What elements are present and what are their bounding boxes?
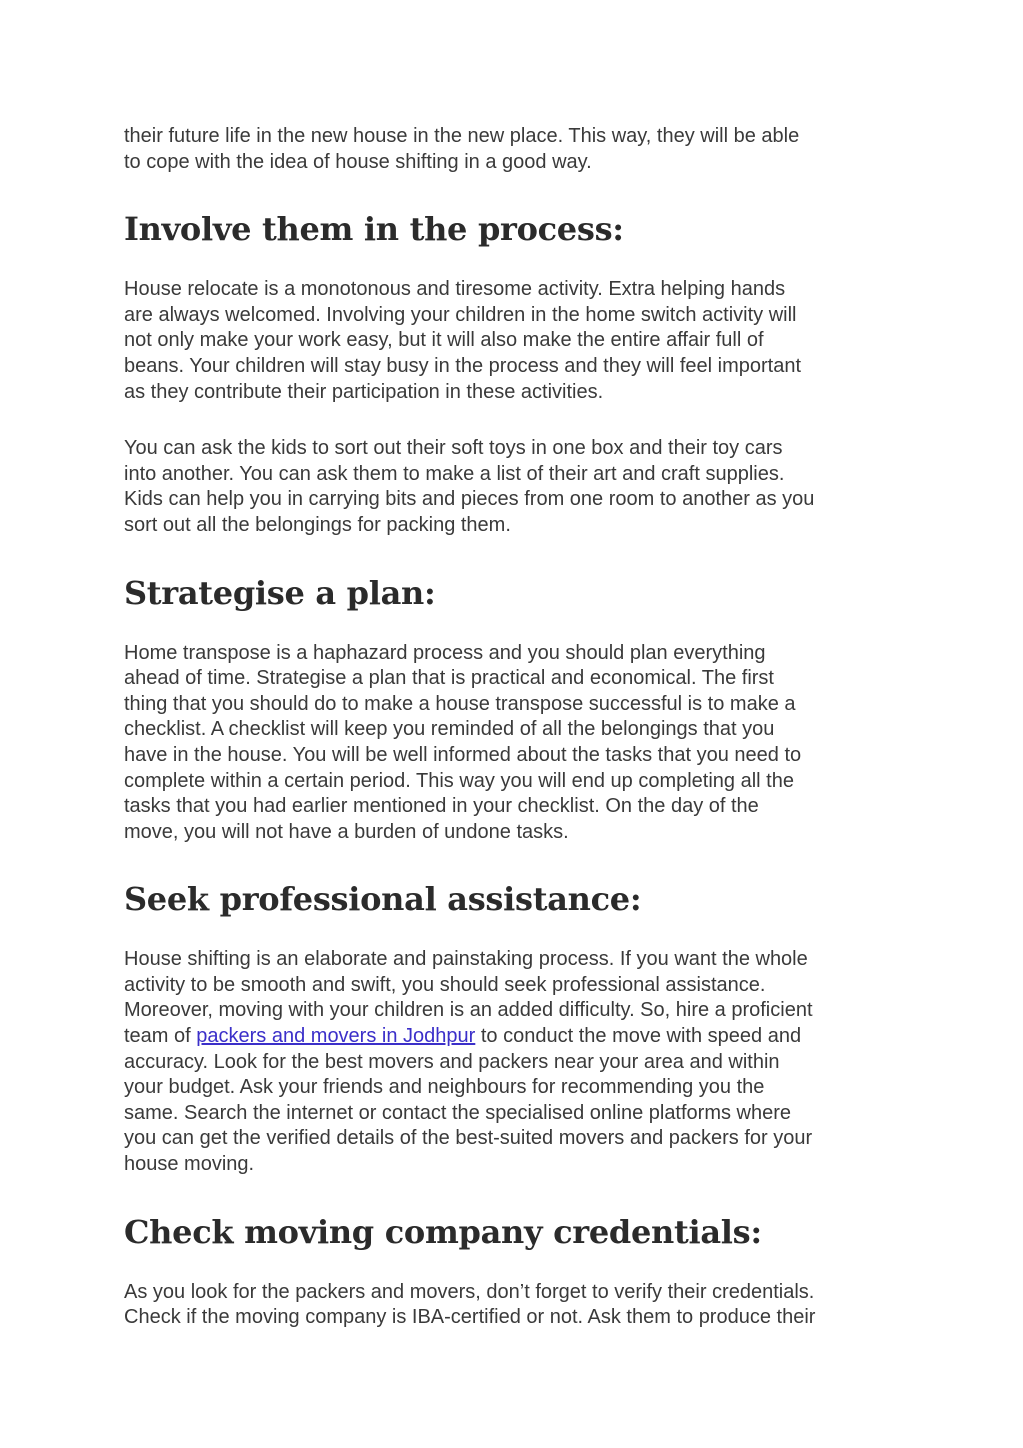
- text-line: House relocate is a monotonous and tiresome activity. Extra helping hands: [124, 278, 786, 301]
- text-line: accuracy. Look for the best movers and packers near your area and within: [124, 1050, 780, 1073]
- text-line: Kids can help you in carrying bits and pieces from one room to another as you: [124, 488, 815, 511]
- text-line: you can get the verified details of the best-suited movers and packers for your: [124, 1127, 813, 1150]
- text-segment: to conduct the move with speed and: [475, 1025, 802, 1048]
- text-line: house moving.: [124, 1153, 255, 1176]
- text-line: beans. Your children will stay busy in the process and they will feel important: [124, 354, 802, 377]
- text-line: Moreover, moving with your children is an added difficulty. So, hire a proficient: [124, 999, 813, 1022]
- paragraph: [124, 436, 914, 538]
- section-heading-professional: Seek professional assistance:: [124, 880, 642, 919]
- text-line: as they contribute their participation in these activities.: [124, 380, 604, 403]
- text-line: your budget. Ask your friends and neighbours for recommending you the: [124, 1076, 765, 1099]
- text-line: to cope with the idea of house shifting in a good way.: [124, 150, 592, 173]
- text-line: have in the house. You will be well informed about the tasks that you need to: [124, 743, 802, 766]
- section-heading-strategise: Strategise a plan:: [124, 573, 436, 612]
- text-line: not only make your work easy, but it will also make the entire affair full of: [124, 329, 764, 352]
- text-line: ahead of time. Strategise a plan that is practical and economical. The first: [124, 667, 774, 690]
- paragraph: [124, 277, 914, 405]
- packers-movers-jodhpur-link[interactable]: packers and movers in Jodhpur: [196, 1025, 476, 1048]
- text-line-with-link: [124, 1024, 914, 1050]
- text-line: are always welcomed. Involving your children in the home switch activity will: [124, 303, 797, 326]
- paragraph: [124, 1280, 914, 1331]
- text-line: sort out all the belongings for packing them.: [124, 513, 511, 536]
- section-heading-credentials: Check moving company credentials:: [124, 1212, 762, 1251]
- intro-paragraph: [124, 124, 914, 175]
- text-line: Home transpose is a haphazard process and you should plan everything: [124, 641, 766, 664]
- text-line: Check if the moving company is IBA-certified or not. Ask them to produce their: [124, 1306, 816, 1329]
- text-line: their future life in the new house in the new place. This way, they will be able: [124, 125, 800, 147]
- text-line: checklist. A checklist will keep you reminded of all the belongings that you: [124, 718, 775, 741]
- text-line: activity to be smooth and swift, you should seek professional assistance.: [124, 973, 766, 996]
- text-line: into another. You can ask them to make a list of their art and craft supplies.: [124, 462, 785, 485]
- document-body: [124, 124, 914, 1331]
- text-line: As you look for the packers and movers, don’t forget to verify their credentials.: [124, 1280, 815, 1303]
- text-line: thing that you should do to make a house transpose successful is to make a: [124, 692, 796, 715]
- section-heading-involve: Involve them in the process:: [124, 210, 624, 249]
- paragraph: [124, 947, 914, 1177]
- text-line: complete within a certain period. This way you will end up completing all the: [124, 769, 794, 792]
- paragraph: [124, 641, 914, 846]
- text-line: House shifting is an elaborate and painstaking process. If you want the whole: [124, 948, 808, 971]
- text-segment: team of: [124, 1025, 197, 1048]
- text-line: move, you will not have a burden of undone tasks.: [124, 820, 569, 843]
- text-line: You can ask the kids to sort out their soft toys in one box and their toy cars: [124, 437, 783, 460]
- text-line: tasks that you had earlier mentioned in your checklist. On the day of the: [124, 795, 759, 818]
- text-line: same. Search the internet or contact the specialised online platforms where: [124, 1101, 792, 1124]
